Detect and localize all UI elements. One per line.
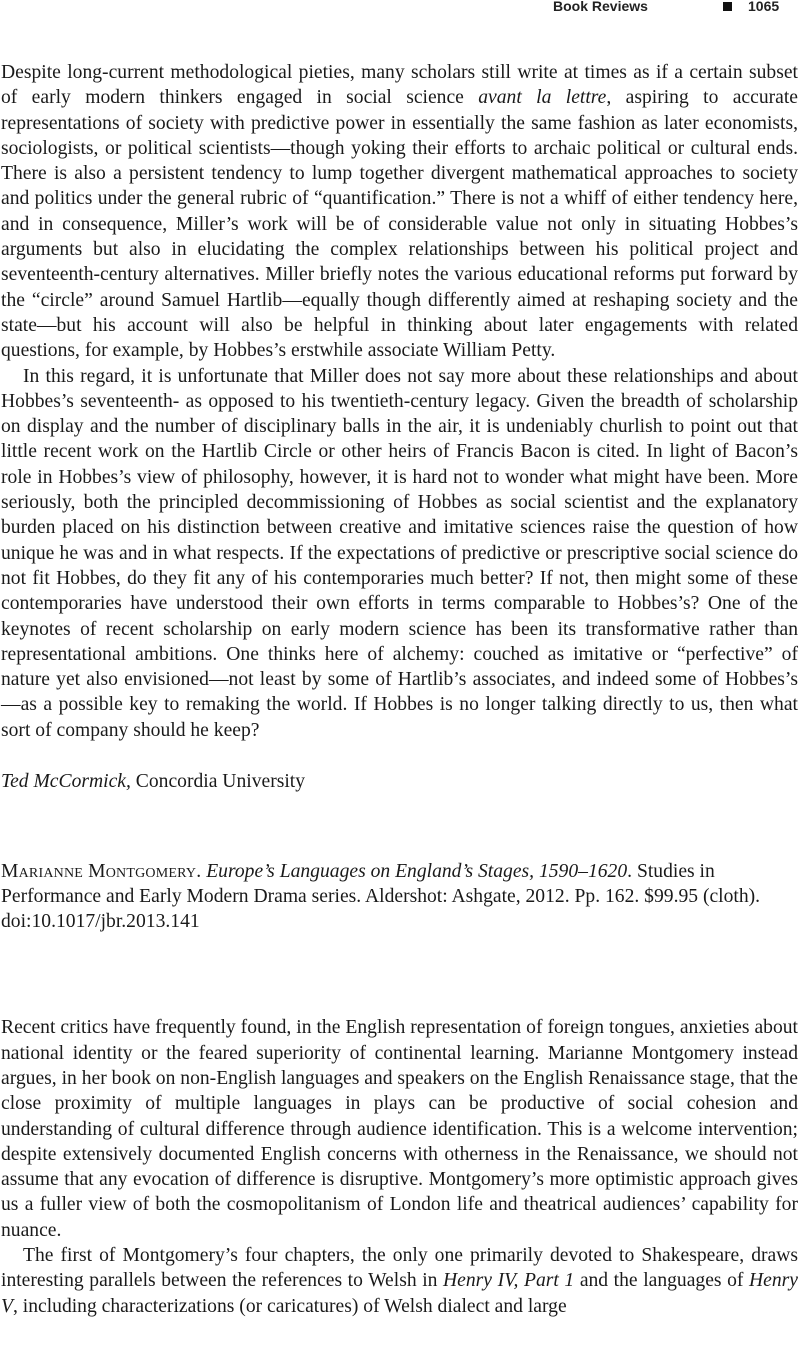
separator-square — [723, 2, 732, 11]
text-run: , aspiring to accurate representations of society with predictive power in essentially the same fashion as later economists, sociologists, or political scientists—though yoking their efforts to archaic political or cultural ends. There is also a persistent tendency to lump together divergent mathematical approaches to society and politics under the general rubric of “quantification.” There is not a whiff of either tendency here, and in consequence, Miller’s work will be of considerable value not only in situating Hobbes’s arguments but also in elucidating the complex relationships between his political project and seventeenth-century alternatives. Miller briefly notes the various educational reforms put forward by the “circle” around Samuel Hartlib—equally though differently aimed at reshaping society and the state—but his account will also be helpful in thinking about later engagements with related questions, for example, by Hobbes’s erstwhile associate William Petty. — [1, 87, 798, 362]
review1-paragraph-1 — [1, 60, 798, 364]
review2-paragraph-1: Recent critics have frequently found, in the English representation of foreign tongues, anxieties about national identity or the feared superiority of continental learning. Marianne Montgomery instead argues, in her book on non-English languages and speakers on the English Renaissance stage, that the close proximity of multiple languages in plays can be productive of social cohesion and understanding of cultural difference through audience identification. This is a welcome intervention; despite extensively documented English concerns with otherness in the Renaissance, we should not assume that any evocation of difference is disruptive. Montgomery’s more optimistic approach gives us a fuller view of both the cosmopolitanism of London life and theatrical audiences’ capability for nuance. — [1, 1017, 798, 1241]
page-body — [1, 60, 798, 1319]
book-author: Marianne Montgomery. — [1, 861, 202, 883]
reviewer-byline — [1, 769, 798, 794]
text-run: and the languages of — [574, 1270, 750, 1292]
play-title: Henry V — [1, 1270, 798, 1317]
italic-phrase: avant la lettre — [478, 87, 607, 109]
reviewer-affiliation: Concordia University — [130, 771, 306, 793]
book-citation — [1, 859, 798, 934]
review1-paragraph-2: In this regard, it is unfortunate that Miller does not say more about these relationships and about Hobbes’s seventeenth- as opposed to his twentieth-century legacy. Given the breadth of scholarship on display and the number of disciplinary balls in the air, it is undeniably churlish to point out that little recent work on the Hartlib Circle or other heirs of Francis Bacon is cited. In light of Bacon’s role in Hobbes’s view of philosophy, however, it is hard not to wonder what might have been. More seriously, both the principled decommissioning of Hobbes as social scientist and the explanatory burden placed on his distinction between creative and imitative sciences raise the question of how unique he was and in what respects. If the expectations of predictive or prescriptive social science do not fit Hobbes, do they fit any of his contemporaries much better? If not, then might some of these contemporaries have understood their own efforts in terms comparable to Hobbes’s? One of the keynotes of recent scholarship on early modern science has been its transformative rather than representational ambitions. One thinks here of alchemy: couched as imitative or “perfective” of nature yet also envisioned—not least by some of Hartlib’s associates, and indeed some of Hobbes’s—as a possible key to remaking the world. If Hobbes is no longer talking directly to us, then what sort of company should he keep? — [1, 365, 798, 741]
play-title: Henry IV, Part 1 — [443, 1270, 575, 1292]
running-header — [0, 0, 800, 15]
review2-paragraph-2 — [1, 1243, 798, 1319]
page-number: 1065 — [748, 0, 780, 14]
text-run: The first of Montgomery’s four chapters, the only one primarily devoted to Shakespeare, draws interesting parallels between the references to Welsh in — [1, 1244, 798, 1292]
reviewer-name: Ted McCormick, — [1, 771, 131, 793]
doi[interactable]: doi:10.1017/jbr.2013.141 — [1, 911, 200, 933]
book-details: . Studies in Performance and Early Modern Drama series. Aldershot: Ashgate, 2012. Pp. 162. $99.95 (cloth). — [1, 861, 761, 908]
text-run: , including characterizations (or caricatures) of Welsh dialect and large — [12, 1295, 567, 1317]
text-run: Despite long-current methodological pieties, many scholars still write at times as if a certain subset of early modern thinkers engaged in social science — [1, 62, 798, 109]
book-title: Europe’s Languages on England’s Stages, 1590–1620 — [206, 861, 628, 883]
section-title: Book Reviews — [553, 0, 648, 14]
